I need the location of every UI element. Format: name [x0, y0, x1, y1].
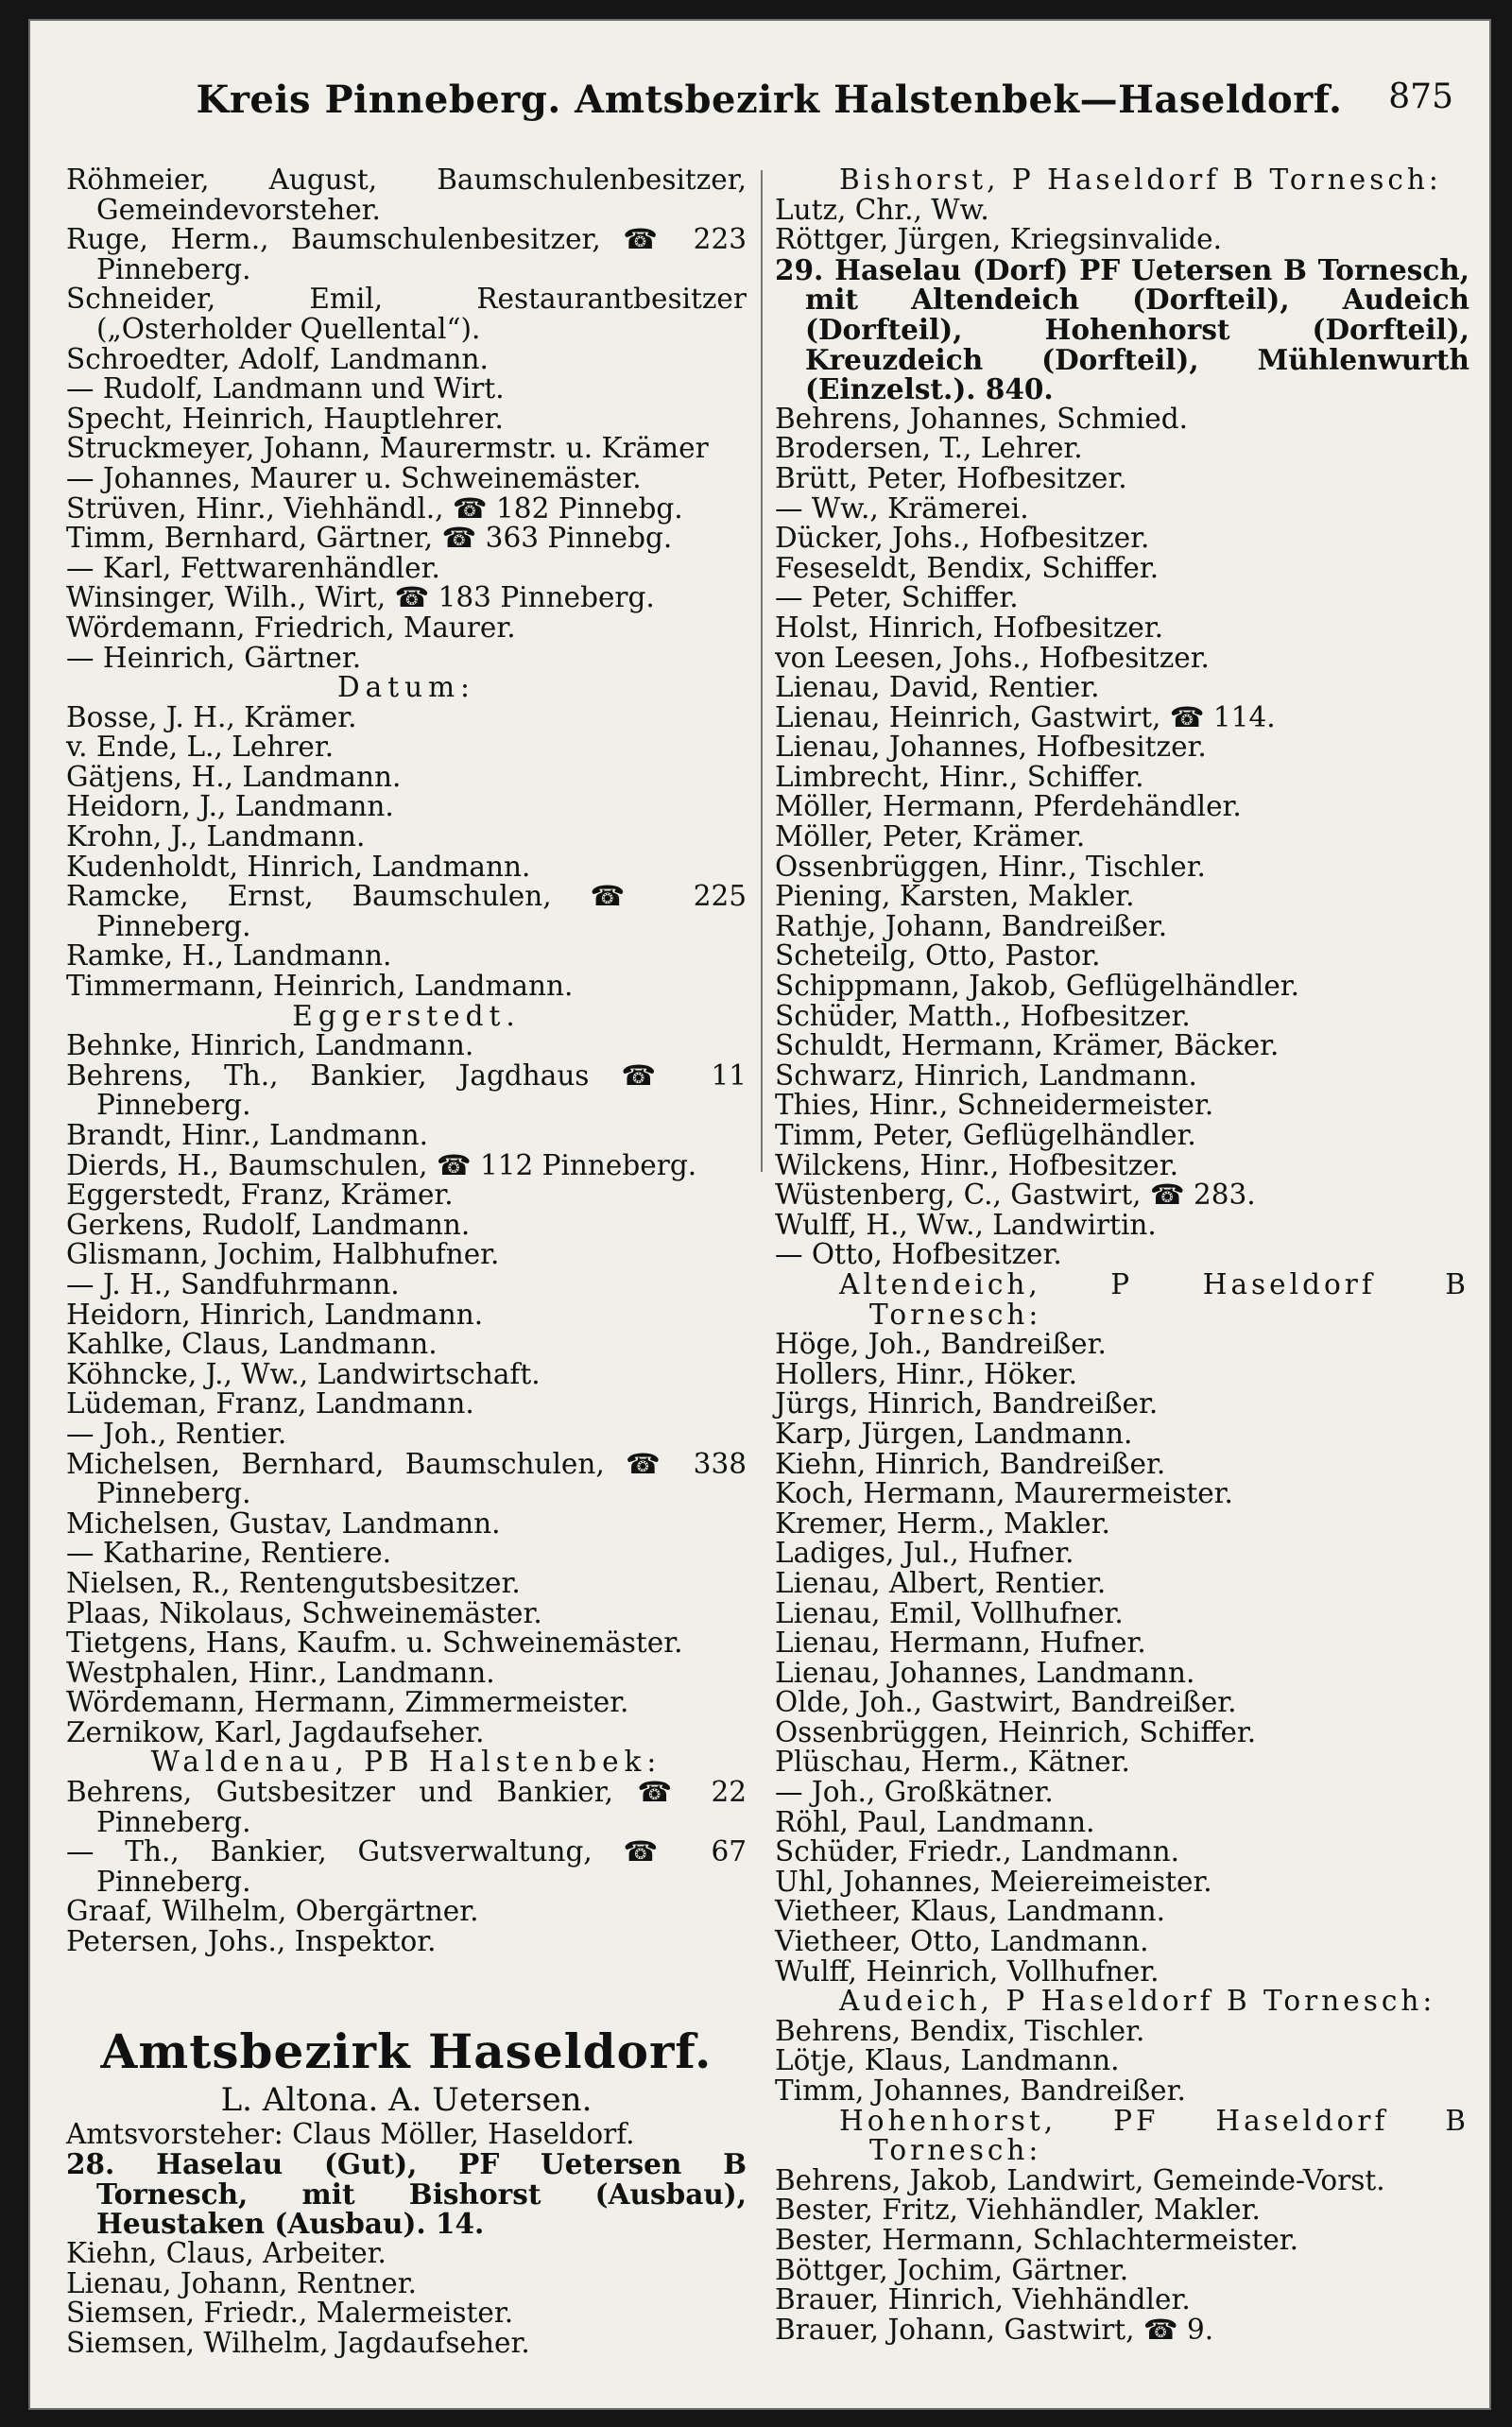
directory-entry: Behrens, Gutsbesitzer und Bankier, ☎ 22 Pinneberg.: [66, 1776, 747, 1838]
directory-entry: Vietheer, Otto, Landmann.: [775, 1925, 1149, 1958]
directory-entry: Kahlke, Claus, Landmann.: [66, 1328, 438, 1361]
directory-entry: Lienau, Johannes, Hofbesitzer.: [775, 731, 1207, 764]
directory-entry: Eggerstedt, Franz, Krämer.: [66, 1179, 454, 1212]
directory-entry: — Otto, Hofbesitzer.: [775, 1238, 1062, 1271]
right-column: [775, 165, 1469, 2345]
directory-entry: Hollers, Hinr., Höker.: [775, 1357, 1078, 1390]
page-number: 875: [1388, 77, 1453, 116]
directory-entry: Schuldt, Hermann, Krämer, Bäcker.: [775, 1029, 1280, 1062]
directory-entry: Michelsen, Gustav, Landmann.: [66, 1506, 501, 1540]
directory-entry: Ramke, H., Landmann.: [66, 939, 392, 973]
directory-entry: Kremer, Herm., Makler.: [775, 1506, 1110, 1540]
directory-entry: Wulff, Heinrich, Vollhufner.: [775, 1954, 1160, 1988]
directory-entry: Dücker, Johs., Hofbesitzer.: [775, 522, 1150, 555]
directory-entry: Lienau, Emil, Vollhufner.: [775, 1596, 1124, 1629]
directory-entry: Plaas, Nikolaus, Schweinemäster.: [66, 1596, 542, 1629]
directory-entry: Schwarz, Hinrich, Landmann.: [775, 1059, 1197, 1092]
directory-entry: Karp, Jürgen, Landmann.: [775, 1417, 1133, 1450]
locality-heading: Datum:: [336, 671, 475, 704]
directory-entry: Nielsen, R., Rentengutsbesitzer.: [66, 1566, 521, 1599]
directory-entry: Höge, Joh., Bandreißer.: [775, 1328, 1107, 1361]
directory-entry: Gerkens, Rudolf, Landmann.: [66, 1208, 471, 1241]
directory-entry: Ramcke, Ernst, Baumschulen, ☎ 225 Pinneberg.: [66, 880, 747, 942]
directory-entry: Möller, Peter, Krämer.: [775, 820, 1086, 853]
directory-entry: Röhl, Paul, Landmann.: [775, 1805, 1095, 1838]
directory-entry: Graaf, Wilhelm, Obergärtner.: [66, 1895, 479, 1928]
directory-entry: Lienau, Albert, Rentier.: [775, 1566, 1107, 1599]
directory-entry: — Karl, Fettwarenhändler.: [66, 551, 440, 584]
directory-entry: Kiehn, Claus, Arbeiter.: [66, 2237, 387, 2269]
directory-entry: Lienau, Heinrich, Gastwirt, ☎ 114.: [775, 700, 1276, 733]
locality-heading: Eggerstedt.: [292, 999, 521, 1032]
directory-entry: Lüdeman, Franz, Landmann.: [66, 1387, 474, 1420]
directory-entry: — Joh., Rentier.: [66, 1417, 287, 1450]
directory-entry: — Peter, Schiffer.: [775, 581, 1019, 614]
locality-heading: Bishorst, P Haseldorf B Tornesch:: [839, 164, 1442, 196]
directory-entry: Schneider, Emil, Restaurantbesitzer („Osterholder Quellental“).: [66, 283, 747, 345]
directory-entry: Wulff, H., Ww., Landwirtin.: [775, 1208, 1157, 1241]
running-title: Kreis Pinneberg. Amtsbezirk Halstenbek—Haseldorf.: [196, 77, 1343, 122]
directory-entry: Wüstenberg, C., Gastwirt, ☎ 283.: [775, 1179, 1256, 1212]
place-entry: 29. Haselau (Dorf) PF Uetersen B Tornesch, mit Altendeich (Dorfteil), Audeich (Dorfteil), Hohenhorst (Dorfteil), Kreuzdeich (Dorfteil), Mühlenwurth (Einzelst.). 840.: [775, 252, 1469, 406]
directory-entry: Wilckens, Hinr., Hofbesitzer.: [775, 1148, 1178, 1181]
directory-entry: Ladiges, Jul., Hufner.: [775, 1537, 1074, 1570]
directory-entry: Michelsen, Bernhard, Baumschulen, ☎ 338 Pinneberg.: [66, 1447, 747, 1510]
directory-entry: Lötje, Klaus, Landmann.: [775, 2044, 1120, 2077]
directory-entry: Behrens, Bendix, Tischler.: [775, 2014, 1145, 2047]
directory-entry: Bester, Fritz, Viehhändler, Makler.: [775, 2194, 1261, 2227]
directory-entry: Bosse, J. H., Krämer.: [66, 700, 357, 733]
directory-entry: Thies, Hinr., Schneidermeister.: [775, 1089, 1214, 1122]
directory-entry: Petersen, Johs., Inspektor.: [66, 1925, 437, 1958]
directory-entry: Lienau, Johann, Rentner.: [66, 2266, 417, 2299]
directory-entry: Struckmeyer, Johann, Maurermstr. u. Krämer: [66, 432, 709, 465]
directory-entry: — Johannes, Maurer u. Schweinemäster.: [66, 461, 642, 494]
directory-entry: Feseseldt, Bendix, Schiffer.: [775, 551, 1160, 584]
directory-entry: Kiehn, Hinrich, Bandreißer.: [775, 1447, 1166, 1480]
column-divider: [761, 170, 763, 1172]
directory-entry: Vietheer, Klaus, Landmann.: [775, 1895, 1166, 1928]
directory-entry: — J. H., Sandfuhrmann.: [66, 1267, 400, 1300]
directory-entry: Schippmann, Jakob, Geflügelhändler.: [775, 970, 1300, 1003]
directory-entry: Westphalen, Hinr., Landmann.: [66, 1656, 495, 1689]
directory-entry: Lienau, Johannes, Landmann.: [775, 1656, 1195, 1689]
directory-entry: Plüschau, Herm., Kätner.: [775, 1746, 1130, 1779]
directory-entry: Behrens, Th., Bankier, Jagdhaus ☎ 11 Pinneberg.: [66, 1059, 747, 1122]
directory-entry: Strüven, Hinr., Viehhändl., ☎ 182 Pinnebg.: [66, 491, 683, 525]
directory-entry: Koch, Hermann, Maurermeister.: [775, 1477, 1233, 1510]
directory-entry: Timm, Peter, Geflügelhändler.: [775, 1119, 1196, 1151]
directory-entry: Heidorn, Hinrich, Landmann.: [66, 1298, 484, 1331]
directory-entry: — Rudolf, Landmann und Wirt.: [66, 372, 505, 405]
directory-entry: Lienau, Hermann, Hufner.: [775, 1627, 1146, 1660]
locality-heading: Hohenhorst, PF Haseldorf B Tornesch:: [839, 2104, 1469, 2167]
section-subtitle: L. Altona. A. Uetersen.: [220, 2080, 593, 2119]
directory-entry: Krohn, J., Landmann.: [66, 820, 366, 853]
directory-entry: Ossenbrüggen, Heinrich, Schiffer.: [775, 1715, 1257, 1748]
directory-entry: Röttger, Jürgen, Kriegsinvalide.: [775, 223, 1222, 256]
directory-entry: Schroedter, Adolf, Landmann.: [66, 342, 489, 375]
directory-entry: Brodersen, T., Lehrer.: [775, 432, 1083, 465]
left-column: [66, 165, 747, 2358]
directory-entry: v. Ende, L., Lehrer.: [66, 731, 335, 764]
directory-entry: Timm, Johannes, Bandreißer.: [775, 2074, 1186, 2107]
directory-entry: Tietgens, Hans, Kaufm. u. Schweinemäster.: [66, 1627, 683, 1660]
directory-entry: Gätjens, H., Landmann.: [66, 760, 402, 793]
directory-entry: — Katharine, Rentiere.: [66, 1537, 392, 1570]
directory-entry: Schüder, Friedr., Landmann.: [775, 1835, 1180, 1868]
directory-entry: Schüder, Matth., Hofbesitzer.: [775, 999, 1191, 1032]
directory-entry: Behrens, Johannes, Schmied.: [775, 402, 1188, 435]
directory-entry: Rathje, Johann, Bandreißer.: [775, 909, 1168, 942]
directory-entry: Wördemann, Hermann, Zimmermeister.: [66, 1686, 629, 1719]
directory-entry: Brauer, Hinrich, Viehhändler.: [775, 2283, 1191, 2316]
directory-entry: Uhl, Johannes, Meiereimeister.: [775, 1865, 1212, 1898]
directory-entry: Behrens, Jakob, Landwirt, Gemeinde-Vorst.: [775, 2163, 1385, 2196]
directory-entry: Wördemann, Friedrich, Maurer.: [66, 611, 516, 644]
directory-entry: Heidorn, J., Landmann.: [66, 790, 394, 823]
directory-entry: Brütt, Peter, Hofbesitzer.: [775, 461, 1127, 494]
directory-entry: Köhncke, J., Ww., Landwirtschaft.: [66, 1357, 541, 1390]
directory-entry: Piening, Karsten, Makler.: [775, 880, 1135, 913]
directory-entry: Brandt, Hinr., Landmann.: [66, 1119, 429, 1151]
directory-entry: Timmermann, Heinrich, Landmann.: [66, 970, 574, 1003]
directory-entry: Dierds, H., Baumschulen, ☎ 112 Pinneberg.: [66, 1148, 697, 1181]
directory-entry: Siemsen, Wilhelm, Jagdaufseher.: [66, 2326, 530, 2359]
directory-entry: von Leesen, Johs., Hofbesitzer.: [775, 641, 1210, 674]
directory-entry: Glismann, Jochim, Halbhufner.: [66, 1238, 500, 1271]
directory-entry: Jürgs, Hinrich, Bandreißer.: [775, 1387, 1159, 1420]
directory-entry: Winsinger, Wilh., Wirt, ☎ 183 Pinneberg.: [66, 581, 655, 614]
directory-entry: — Joh., Großkätner.: [775, 1776, 1054, 1809]
directory-entry: Ossenbrüggen, Hinr., Tischler.: [775, 850, 1206, 883]
directory-entry: Holst, Hinrich, Hofbesitzer.: [775, 611, 1164, 644]
directory-entry: — Heinrich, Gärtner.: [66, 641, 362, 674]
section-title: Amtsbezirk Haseldorf.: [100, 2022, 713, 2079]
page-header: [85, 77, 1453, 134]
locality-heading: Audeich, P Haseldorf B Tornesch:: [839, 1985, 1436, 2018]
directory-entry: — Ww., Krämerei.: [775, 491, 1029, 525]
directory-entry: Behnke, Hinrich, Landmann.: [66, 1029, 474, 1062]
directory-entry: Lutz, Chr., Ww.: [775, 193, 989, 226]
directory-entry: Möller, Hermann, Pferdehändler.: [775, 790, 1242, 823]
directory-entry: Scheteilg, Otto, Pastor.: [775, 939, 1101, 973]
directory-entry: Brauer, Johann, Gastwirt, ☎ 9.: [775, 2313, 1214, 2346]
directory-entry: — Th., Bankier, Gutsverwaltung, ☎ 67 Pinneberg.: [66, 1835, 747, 1898]
directory-page: [28, 19, 1491, 2410]
locality-heading: Altendeich, P Haseldorf B Tornesch:: [839, 1267, 1469, 1331]
directory-entry: Bester, Hermann, Schlachtermeister.: [775, 2223, 1299, 2256]
place-entry: 28. Haselau (Gut), PF Uetersen B Tornesch, mit Bishorst (Ausbau), Heustaken (Ausbau). 14.: [66, 2147, 747, 2241]
directory-entry: Amtsvorsteher: Claus Möller, Haseldorf.: [66, 2117, 635, 2150]
directory-entry: Lienau, David, Rentier.: [775, 671, 1100, 704]
directory-entry: Olde, Joh., Gastwirt, Bandreißer.: [775, 1686, 1237, 1719]
directory-entry: Ruge, Herm., Baumschulenbesitzer, ☎ 223 Pinneberg.: [66, 223, 747, 285]
directory-entry: Böttger, Jochim, Gärtner.: [775, 2253, 1129, 2286]
directory-entry: Zernikow, Karl, Jagdaufseher.: [66, 1715, 485, 1748]
directory-entry: Limbrecht, Hinr., Schiffer.: [775, 760, 1144, 793]
directory-entry: Kudenholdt, Hinrich, Landmann.: [66, 850, 531, 883]
locality-heading: Waldenau, PB Halstenbek:: [150, 1746, 662, 1779]
directory-entry: Röhmeier, August, Baumschulenbesitzer, Gemeindevorsteher.: [66, 164, 747, 226]
directory-entry: Specht, Heinrich, Hauptlehrer.: [66, 402, 504, 435]
directory-entry: Timm, Bernhard, Gärtner, ☎ 363 Pinnebg.: [66, 522, 673, 555]
directory-entry: Siemsen, Friedr., Malermeister.: [66, 2297, 514, 2330]
